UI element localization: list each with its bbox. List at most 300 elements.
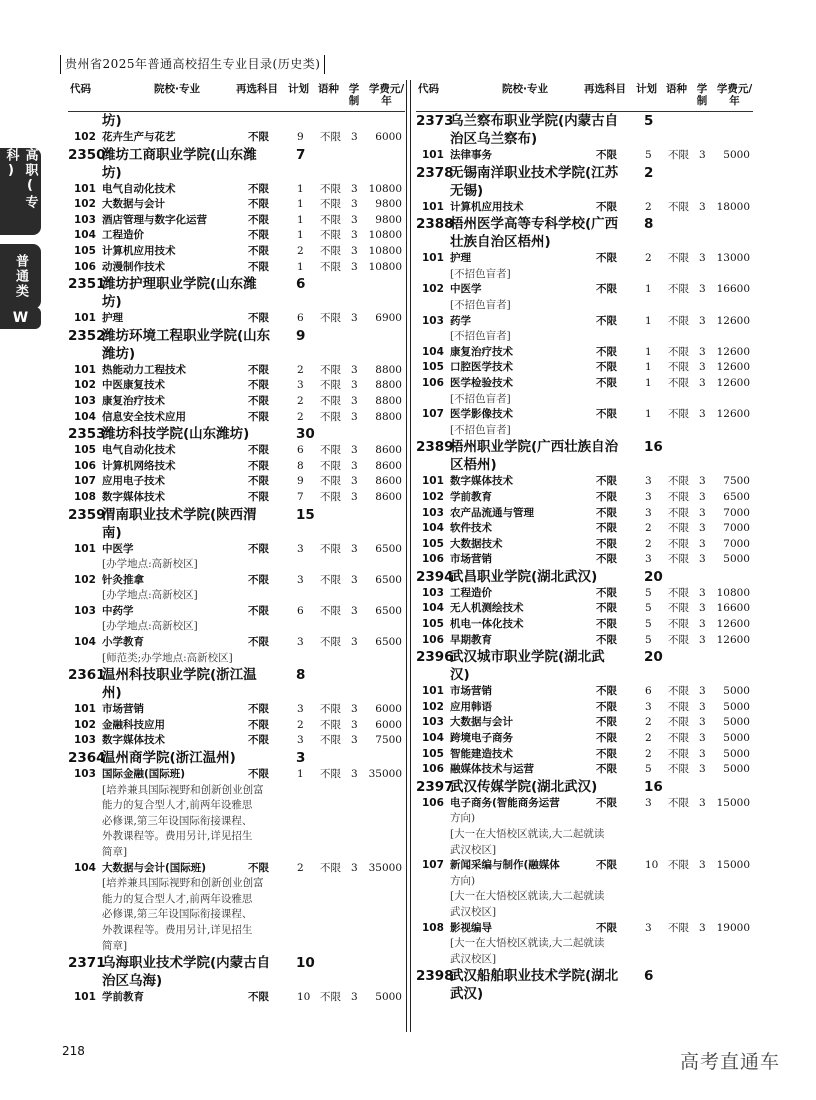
major-code: 106	[422, 553, 444, 566]
major-plan: 6	[645, 685, 652, 698]
major-plan: 2	[645, 732, 652, 745]
major-code: 105	[422, 537, 444, 550]
major-note	[416, 905, 753, 921]
major-years: 3	[699, 747, 706, 760]
major-code: 108	[422, 921, 444, 934]
major-fee: 12600	[716, 618, 750, 631]
major-row	[68, 311, 405, 327]
major-fee: 18000	[716, 200, 750, 213]
major-fee: 8800	[375, 363, 402, 376]
school-code: 2352	[68, 327, 106, 344]
major-lang: 不限	[320, 312, 341, 325]
note-text: [不招色盲者]	[450, 330, 511, 343]
major-name: 电气自动化技术	[102, 182, 176, 195]
major-code: 104	[422, 522, 444, 535]
major-subject: 不限	[248, 734, 269, 747]
school-code: 2388	[416, 216, 454, 233]
major-row	[416, 762, 753, 778]
major-plan: 3	[645, 553, 652, 566]
school-name-cont: 坊)	[102, 113, 122, 129]
major-lang: 不限	[668, 475, 689, 488]
school-name: 武汉船舶职业技术学院(湖北	[450, 968, 619, 985]
major-subject: 不限	[596, 732, 617, 745]
major-plan: 1	[645, 345, 652, 358]
major-subject: 不限	[596, 553, 617, 566]
school-code: 2394	[416, 568, 454, 585]
major-code: 101	[74, 542, 96, 555]
major-fee: 13000	[716, 252, 750, 265]
school-name: 无锡南洋职业技术学院(江苏	[450, 164, 619, 181]
major-row	[68, 213, 405, 229]
major-years: 3	[699, 522, 706, 535]
major-subject: 不限	[596, 376, 617, 389]
major-name: 计算机应用技术	[450, 200, 524, 213]
major-fee: 6500	[375, 542, 402, 555]
note-text: 武汉校区]	[450, 843, 497, 856]
school-name-continuation	[416, 985, 753, 1003]
major-name: 国际金融(国际班)	[102, 768, 186, 781]
major-subject: 不限	[248, 490, 269, 503]
major-plan: 9	[297, 131, 304, 143]
major-fee: 6000	[375, 131, 402, 143]
right-column	[416, 80, 753, 1003]
major-row	[416, 747, 753, 763]
major-lang: 不限	[668, 796, 689, 809]
school-plan: 10	[296, 955, 315, 972]
major-fee: 7000	[723, 506, 750, 519]
note-text: [培养兼具国际视野和创新创业创富	[102, 877, 264, 890]
major-name: 大数据技术	[450, 537, 503, 550]
major-subject: 不限	[248, 260, 269, 273]
note-text: 方向)	[450, 874, 476, 887]
major-name: 针灸推拿	[102, 573, 144, 586]
major-note	[68, 783, 405, 799]
major-years: 3	[351, 363, 358, 376]
school-name-cont: 南)	[102, 524, 122, 541]
major-lang: 不限	[320, 861, 341, 874]
school-name-cont: 汉)	[450, 667, 470, 684]
header-plan: 计划	[636, 83, 657, 95]
major-lang: 不限	[668, 522, 689, 535]
major-name: 中医康复技术	[102, 379, 165, 392]
school-plan: 9	[296, 327, 306, 344]
note-text: 简章]	[102, 939, 128, 952]
major-subject: 不限	[248, 573, 269, 586]
major-name: 电子商务(智能商务运营	[450, 796, 560, 809]
major-name: 小学教育	[102, 636, 144, 649]
major-note	[416, 329, 753, 345]
school-plan: 16	[644, 439, 663, 456]
major-lang: 不限	[668, 700, 689, 713]
major-fee: 19000	[716, 921, 750, 934]
major-subject: 不限	[596, 408, 617, 421]
school-code: 2389	[416, 439, 454, 456]
major-years: 3	[351, 991, 358, 1004]
major-code: 104	[422, 732, 444, 745]
major-years: 3	[699, 149, 706, 161]
major-plan: 9	[297, 475, 304, 488]
major-code: 106	[422, 376, 444, 389]
note-text: [师范类;办学地点:高新校区]	[102, 651, 233, 664]
school-row	[416, 112, 753, 130]
major-plan: 5	[645, 633, 652, 646]
major-row	[416, 360, 753, 376]
major-lang: 不限	[668, 506, 689, 519]
major-lang: 不限	[668, 602, 689, 615]
note-text: 能力的复合型人才,前两年设雅思	[102, 799, 253, 812]
major-name: 药学	[450, 314, 471, 327]
major-fee: 5000	[723, 747, 750, 760]
major-row	[68, 130, 405, 146]
major-years: 3	[351, 703, 358, 716]
major-code: 104	[74, 636, 96, 649]
major-lang: 不限	[320, 768, 341, 781]
major-plan: 10	[297, 991, 311, 1004]
school-plan: 20	[644, 568, 663, 585]
side-tab-letter	[0, 307, 41, 329]
major-lang: 不限	[668, 200, 689, 213]
major-row	[416, 148, 753, 164]
major-plan: 3	[645, 490, 652, 503]
major-name: 跨境电子商务	[450, 732, 513, 745]
major-plan: 5	[645, 149, 652, 161]
major-fee: 6500	[375, 604, 402, 617]
major-row	[416, 684, 753, 700]
major-years: 3	[699, 490, 706, 503]
major-lang: 不限	[320, 213, 341, 226]
major-fee: 12600	[716, 376, 750, 389]
major-subject: 不限	[248, 861, 269, 874]
left-column	[68, 80, 405, 1006]
school-name-continuation	[416, 182, 753, 200]
major-plan: 3	[297, 734, 304, 747]
major-lang: 不限	[320, 703, 341, 716]
major-fee: 5000	[723, 763, 750, 776]
major-code: 107	[74, 475, 96, 488]
major-row	[68, 573, 405, 589]
major-fee: 6500	[375, 636, 402, 649]
school-plan: 20	[644, 649, 663, 666]
major-plan: 1	[645, 361, 652, 374]
major-subject: 不限	[596, 283, 617, 296]
major-note	[416, 423, 753, 439]
major-years: 3	[699, 859, 706, 872]
note-text: [不招色盲者]	[450, 298, 511, 311]
major-code: 106	[74, 459, 96, 472]
major-plan: 3	[645, 506, 652, 519]
running-header-title: 贵州省2025年普通高校招生专业目录(历史类)	[65, 57, 321, 71]
school-name-continuation	[68, 345, 405, 363]
major-plan: 1	[297, 229, 304, 242]
major-subject: 不限	[596, 747, 617, 760]
school-plan: 8	[644, 216, 654, 233]
major-code: 102	[422, 700, 444, 713]
major-code: 103	[422, 506, 444, 519]
school-name: 潍坊环境工程职业学院(山东	[102, 327, 271, 344]
major-name: 法律事务	[450, 149, 492, 161]
major-fee: 12600	[716, 408, 750, 421]
school-name-cont: 治区乌海)	[102, 973, 163, 990]
major-code: 106	[422, 796, 444, 809]
major-years: 3	[351, 131, 358, 143]
major-row	[416, 200, 753, 216]
major-years: 3	[699, 283, 706, 296]
major-code: 105	[422, 747, 444, 760]
major-years: 3	[699, 700, 706, 713]
header-major: 院校·专业	[502, 83, 548, 95]
major-fee: 12600	[716, 633, 750, 646]
major-lang: 不限	[668, 537, 689, 550]
major-name: 康复治疗技术	[450, 345, 513, 358]
major-note	[416, 843, 753, 859]
major-code: 103	[422, 314, 444, 327]
major-lang: 不限	[320, 198, 341, 211]
major-row	[68, 363, 405, 379]
major-subject: 不限	[248, 410, 269, 423]
major-fee: 5000	[723, 685, 750, 698]
major-years: 3	[351, 768, 358, 781]
major-code: 101	[74, 312, 96, 325]
major-name: 早期教育	[450, 633, 492, 646]
school-name-cont: 潍坊)	[102, 345, 136, 362]
major-lang: 不限	[668, 921, 689, 934]
major-lang: 不限	[668, 633, 689, 646]
major-years: 3	[351, 475, 358, 488]
major-plan: 2	[645, 747, 652, 760]
school-plan: 6	[296, 276, 306, 293]
major-name: 酒店管理与数字化运营	[102, 213, 207, 226]
major-note	[68, 557, 405, 573]
major-lang: 不限	[320, 490, 341, 503]
major-name: 应用电子技术	[102, 475, 165, 488]
school-name-cont: 武汉)	[450, 986, 484, 1003]
column-header	[416, 80, 753, 112]
note-text: [不招色盲者]	[450, 392, 511, 405]
major-lang: 不限	[320, 573, 341, 586]
major-plan: 3	[297, 542, 304, 555]
major-name: 计算机应用技术	[102, 244, 176, 257]
major-subject: 不限	[248, 394, 269, 407]
major-name: 电气自动化技术	[102, 444, 176, 457]
major-note	[68, 923, 405, 939]
major-subject: 不限	[596, 633, 617, 646]
major-note	[68, 651, 405, 667]
major-code: 103	[422, 586, 444, 599]
major-name: 大数据与会计	[102, 198, 165, 211]
major-fee: 8600	[375, 475, 402, 488]
major-row	[416, 345, 753, 361]
major-subject: 不限	[596, 314, 617, 327]
major-years: 3	[699, 618, 706, 631]
major-name: 医学影像技术	[450, 408, 513, 421]
major-name: 市场营销	[450, 553, 492, 566]
major-plan: 2	[645, 522, 652, 535]
note-text: 必修课,第三年设国际衔接课程、	[102, 814, 253, 827]
major-code: 102	[74, 198, 96, 211]
note-text: [培养兼具国际视野和创新创业创富	[102, 783, 264, 796]
school-name: 梧州医学高等专科学校(广西	[450, 216, 619, 233]
major-lang: 不限	[320, 131, 341, 143]
major-row	[416, 796, 753, 812]
major-plan: 3	[645, 475, 652, 488]
major-years: 3	[351, 734, 358, 747]
major-plan: 1	[297, 198, 304, 211]
major-years: 3	[351, 260, 358, 273]
major-lang: 不限	[668, 553, 689, 566]
major-name: 机电一体化技术	[450, 618, 524, 631]
school-row	[68, 749, 405, 767]
major-years: 3	[699, 408, 706, 421]
major-name: 康复治疗技术	[102, 394, 165, 407]
major-subject: 不限	[248, 131, 269, 143]
major-note	[68, 619, 405, 635]
major-code: 104	[74, 410, 96, 423]
school-code: 2396	[416, 649, 454, 666]
major-note	[416, 952, 753, 968]
major-plan: 3	[645, 700, 652, 713]
school-name-continuation	[416, 456, 753, 474]
major-note	[416, 267, 753, 283]
major-name: 数字媒体技术	[450, 475, 513, 488]
major-years: 3	[351, 542, 358, 555]
major-code: 104	[422, 602, 444, 615]
major-lang: 不限	[668, 586, 689, 599]
header-fee: 学费元/年	[716, 83, 753, 107]
major-code: 104	[74, 229, 96, 242]
school-name-continuation	[68, 293, 405, 311]
major-name: 软件技术	[450, 522, 492, 535]
major-plan: 1	[645, 283, 652, 296]
major-row	[68, 410, 405, 426]
major-lang: 不限	[668, 763, 689, 776]
major-plan: 2	[645, 200, 652, 213]
major-row	[416, 731, 753, 747]
school-row	[68, 425, 405, 443]
major-row	[68, 733, 405, 749]
major-lang: 不限	[320, 394, 341, 407]
major-name: 中医学	[450, 283, 482, 296]
school-code: 2398	[416, 968, 454, 985]
school-plan: 5	[644, 113, 654, 129]
school-name: 乌海职业技术学院(内蒙古自	[102, 955, 271, 972]
school-name-continuation	[68, 684, 405, 702]
major-code: 105	[74, 444, 96, 457]
major-plan: 10	[645, 859, 659, 872]
header-lang: 语种	[318, 83, 339, 95]
major-row	[416, 376, 753, 392]
major-subject: 不限	[596, 522, 617, 535]
major-plan: 5	[645, 586, 652, 599]
school-name: 潍坊护理职业学院(山东潍	[102, 276, 257, 293]
major-code: 107	[422, 859, 444, 872]
major-years: 3	[699, 685, 706, 698]
school-code: 2353	[68, 426, 106, 443]
major-code: 105	[422, 618, 444, 631]
major-years: 3	[699, 633, 706, 646]
school-name: 温州科技职业学院(浙江温	[102, 667, 257, 684]
major-note	[68, 892, 405, 908]
major-lang: 不限	[668, 618, 689, 631]
major-years: 3	[351, 444, 358, 457]
major-code: 101	[74, 363, 96, 376]
major-subject: 不限	[248, 768, 269, 781]
header-years: 学制	[696, 83, 708, 107]
major-name: 数字媒体技术	[102, 734, 165, 747]
school-name-cont: 区梧州)	[450, 457, 497, 474]
school-plan: 8	[296, 667, 306, 684]
major-lang: 不限	[320, 229, 341, 242]
school-name-continuation	[416, 233, 753, 251]
major-plan: 2	[645, 537, 652, 550]
major-subject: 不限	[248, 312, 269, 325]
column-header	[68, 80, 405, 112]
major-plan: 2	[297, 363, 304, 376]
header-major: 院校·专业	[154, 83, 200, 95]
major-subject: 不限	[596, 796, 617, 809]
school-code: 2373	[416, 113, 454, 129]
major-name: 市场营销	[102, 703, 144, 716]
major-name: 金融科技应用	[102, 718, 165, 731]
major-subject: 不限	[248, 636, 269, 649]
major-plan: 2	[297, 244, 304, 257]
major-years: 3	[351, 213, 358, 226]
major-name: 热能动力工程技术	[102, 363, 186, 376]
major-fee: 35000	[368, 768, 402, 781]
major-years: 3	[351, 229, 358, 242]
major-fee: 12600	[716, 345, 750, 358]
major-subject: 不限	[248, 542, 269, 555]
major-row	[416, 601, 753, 617]
header-plan: 计划	[288, 83, 309, 95]
major-row	[68, 718, 405, 734]
major-note	[416, 889, 753, 905]
major-lang: 不限	[320, 604, 341, 617]
side-tab-type	[0, 244, 41, 309]
major-name: 医学检验技术	[450, 376, 513, 389]
major-lang: 不限	[320, 444, 341, 457]
major-name: 学前教育	[450, 490, 492, 503]
major-years: 3	[699, 537, 706, 550]
school-code: 2350	[68, 146, 106, 163]
school-row	[416, 438, 753, 456]
major-years: 3	[351, 604, 358, 617]
major-row	[416, 251, 753, 267]
major-lang: 不限	[320, 363, 341, 376]
major-lang: 不限	[320, 182, 341, 195]
major-plan: 3	[297, 703, 304, 716]
major-code: 106	[422, 633, 444, 646]
major-subject: 不限	[596, 200, 617, 213]
major-plan: 1	[645, 408, 652, 421]
major-plan: 1	[645, 314, 652, 327]
major-plan: 2	[645, 716, 652, 729]
major-code: 102	[422, 283, 444, 296]
note-text: [办学地点:高新校区]	[102, 589, 198, 602]
school-code: 2364	[68, 750, 106, 767]
school-name-continuation	[416, 130, 753, 148]
major-fee: 12600	[716, 314, 750, 327]
major-lang: 不限	[320, 244, 341, 257]
major-lang: 不限	[668, 314, 689, 327]
major-fee: 6900	[375, 312, 402, 325]
major-years: 3	[351, 718, 358, 731]
major-note	[68, 939, 405, 955]
major-note	[416, 936, 753, 952]
major-years: 3	[351, 198, 358, 211]
major-subject: 不限	[596, 361, 617, 374]
major-row	[68, 182, 405, 198]
major-row	[416, 586, 753, 602]
